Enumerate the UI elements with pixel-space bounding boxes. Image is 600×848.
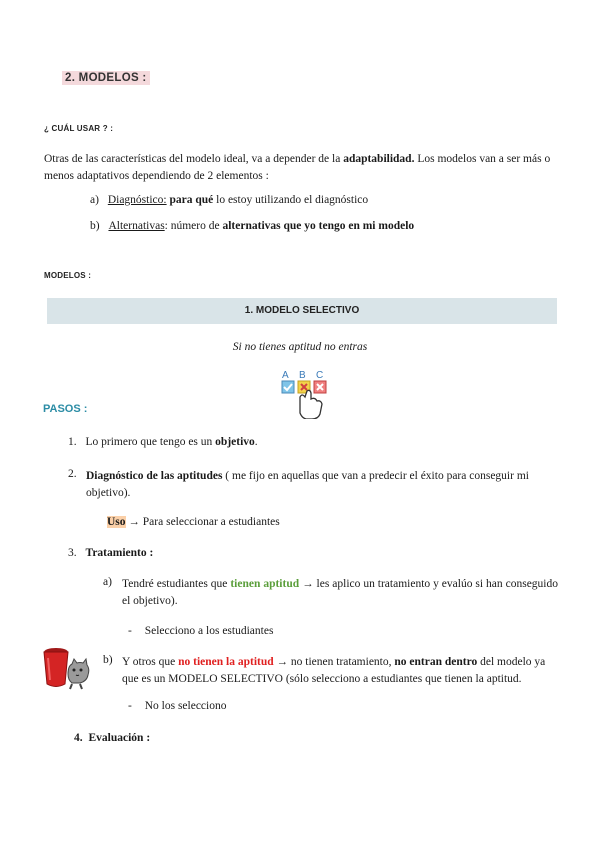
element-a-marker: a) — [90, 194, 99, 206]
step-2-text: ( me fijo en aquellas que van a predecir el éxito para conseguir mi objetivo). — [86, 470, 529, 499]
step-3b-bullet — [128, 700, 226, 712]
step-2-bold: Diagnóstico de las aptitudes — [86, 470, 223, 482]
step-3 — [68, 547, 153, 559]
model-banner: 1. MODELO SELECTIVO — [47, 298, 557, 324]
step-3a-bullet — [128, 625, 273, 637]
step-3b-text-3: del modelo ya que es un MODELO SELECTIVO (sólo selecciono a estudiantes que tienen la aptitud. — [122, 656, 546, 685]
step-4-bold: Evaluación : — [88, 732, 151, 744]
step-1-bold: objetivo — [215, 436, 255, 448]
step-3a-bullet-marker: - — [128, 625, 132, 637]
model-subtitle: Si no tienes aptitud no entras — [232, 341, 368, 353]
uso-line — [107, 516, 280, 528]
step-3b-bullet-text: No los selecciono — [144, 700, 227, 712]
element-b-bold: alternativas que yo tengo en mi modelo — [222, 220, 415, 232]
step-3a — [122, 576, 558, 609]
section-title: 2. MODELOS : — [62, 71, 150, 85]
step-3-marker: 3. — [68, 547, 77, 559]
step-3b — [122, 654, 558, 687]
step-3b-bold: no entran dentro — [394, 656, 478, 668]
step-3b-text-1: Y otros que — [122, 656, 179, 668]
step-4 — [74, 732, 150, 744]
intro-text-1: Otras de las características del modelo ideal, va a depender de la — [44, 153, 344, 165]
step-1-marker: 1. — [68, 436, 77, 448]
abc-checkbox-icon — [280, 369, 332, 419]
step-2 — [86, 468, 558, 501]
element-a-rest: lo estoy utilizando el diagnóstico — [213, 194, 369, 206]
step-3a-marker: a) — [103, 576, 112, 588]
intro-bold: adaptabilidad. — [343, 153, 415, 165]
cual-usar-heading: ¿ CUÁL USAR ? : — [44, 124, 114, 133]
element-a — [90, 194, 368, 206]
step-3a-bullet-text: Selecciono a los estudiantes — [144, 625, 274, 637]
step-3b-marker: b) — [103, 654, 113, 666]
element-b-rest: : número de — [164, 220, 223, 232]
step-3b-red: no tienen la aptitud — [178, 656, 274, 668]
icon-letter-b: B — [299, 370, 306, 381]
pasos-label: PASOS : — [43, 403, 88, 415]
element-a-bold: para qué — [166, 194, 214, 206]
step-3a-green: tienen aptitud — [230, 578, 300, 590]
step-1-end: . — [254, 436, 258, 448]
icon-letter-a: A — [282, 370, 289, 381]
element-b — [90, 220, 414, 232]
step-1 — [68, 436, 258, 448]
step-3b-bullet-marker: - — [128, 700, 132, 712]
step-3a-text-2: → les aplico un tratamiento y evalúo si han conseguido el objetivo). — [122, 578, 558, 607]
intro-text-2: Los modelos van a ser más o menos adaptativos dependiendo de 2 elementos : — [44, 153, 551, 182]
uso-highlight: Uso — [107, 516, 126, 528]
step-3b-text-2: → no tienen tratamiento, — [273, 656, 395, 668]
step-3a-text-1: Tendré estudiantes que — [122, 578, 231, 590]
step-4-marker: 4. — [74, 732, 83, 744]
step-2-marker: 2. — [68, 468, 77, 480]
icon-letter-c: C — [316, 370, 324, 381]
modelos-label: MODELOS : — [44, 271, 92, 280]
element-a-underlined: Diagnóstico: — [107, 194, 167, 206]
uso-text: → Para seleccionar a estudiantes — [125, 516, 280, 528]
step-1-text: Lo primero que tengo es un — [85, 436, 216, 448]
bucket-cat-icon — [42, 644, 90, 690]
element-b-underlined: Alternativas — [108, 220, 165, 232]
step-3-bold: Tratamiento : — [85, 547, 154, 559]
element-b-marker: b) — [90, 220, 100, 232]
intro-paragraph — [44, 151, 556, 184]
